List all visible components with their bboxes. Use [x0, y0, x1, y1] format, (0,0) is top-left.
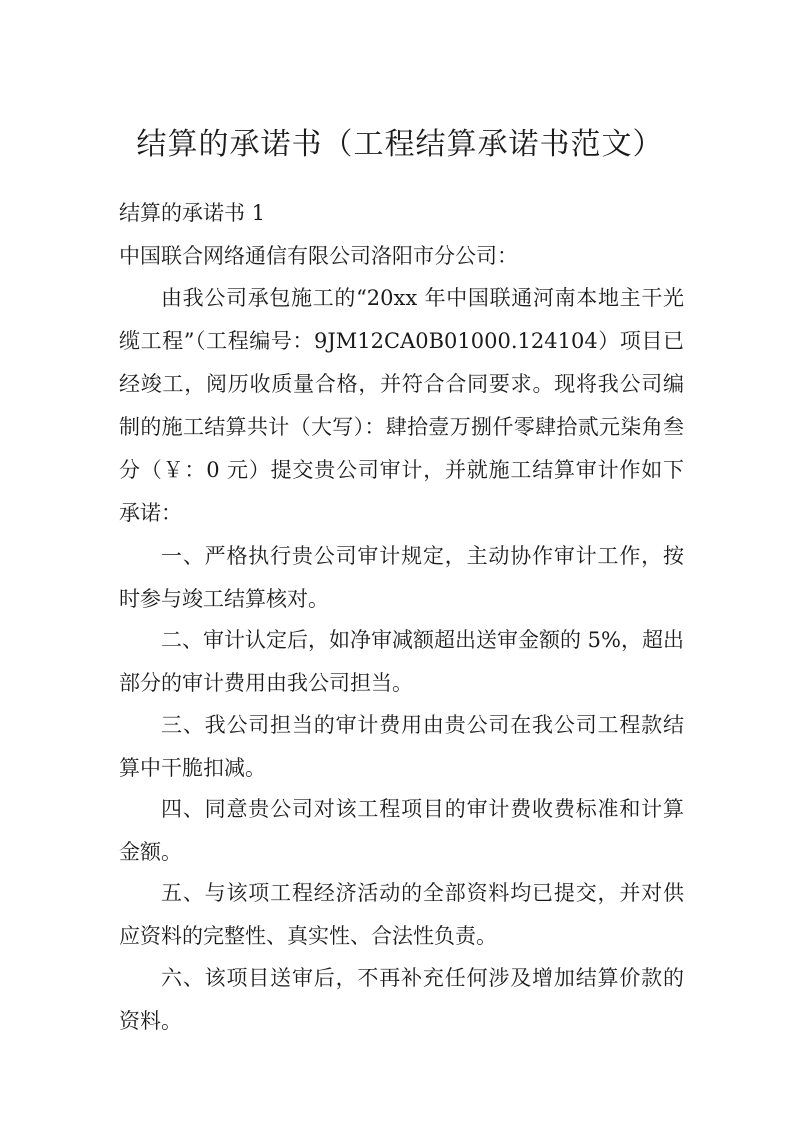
addressee: 中国联合网络通信有限公司洛阳市分公司：: [119, 244, 518, 268]
document-title: 结算的承诺书（工程结算承诺书范文）: [136, 127, 664, 162]
commitment-item-5: 五、与该项工程经济活动的全部资料均已提交，并对供应资料的完整性、真实性、合法性负责。: [119, 881, 684, 948]
commitment-item-6: 六、该项目送审后，不再补充任何涉及增加结算价款的资料。: [119, 966, 684, 1033]
commitment-item-3: 三、我公司担当的审计费用由贵公司在我公司工程款结算中干脆扣减。: [119, 713, 684, 780]
commitment-item-1: 一、严格执行贵公司审计规定，主动协作审计工作，按时参与竣工结算核对。: [119, 544, 684, 611]
document-subtitle: 结算的承诺书 1: [119, 201, 266, 225]
commitment-item-2: 二、审计认定后，如净审减额超出送审金额的 5%，超出部分的审计费用由我公司担当。: [119, 628, 684, 695]
commitment-item-4: 四、同意贵公司对该工程项目的审计费收费标准和计算金额。: [119, 797, 684, 864]
intro-paragraph: 由我公司承包施工的“20xx 年中国联通河南本地主干光缆工程”（工程编号：9JM12CA0B01000.124104）项目已经竣工，阅历收质量合格，并符合合同要求。现将我公司编制的施工结算共计（大写）：肆拾壹万捌仟零肆拾贰元柒角叁分（￥：0 元）提交贵公司审计，并就施工结算审计作如下承诺：: [119, 286, 684, 525]
